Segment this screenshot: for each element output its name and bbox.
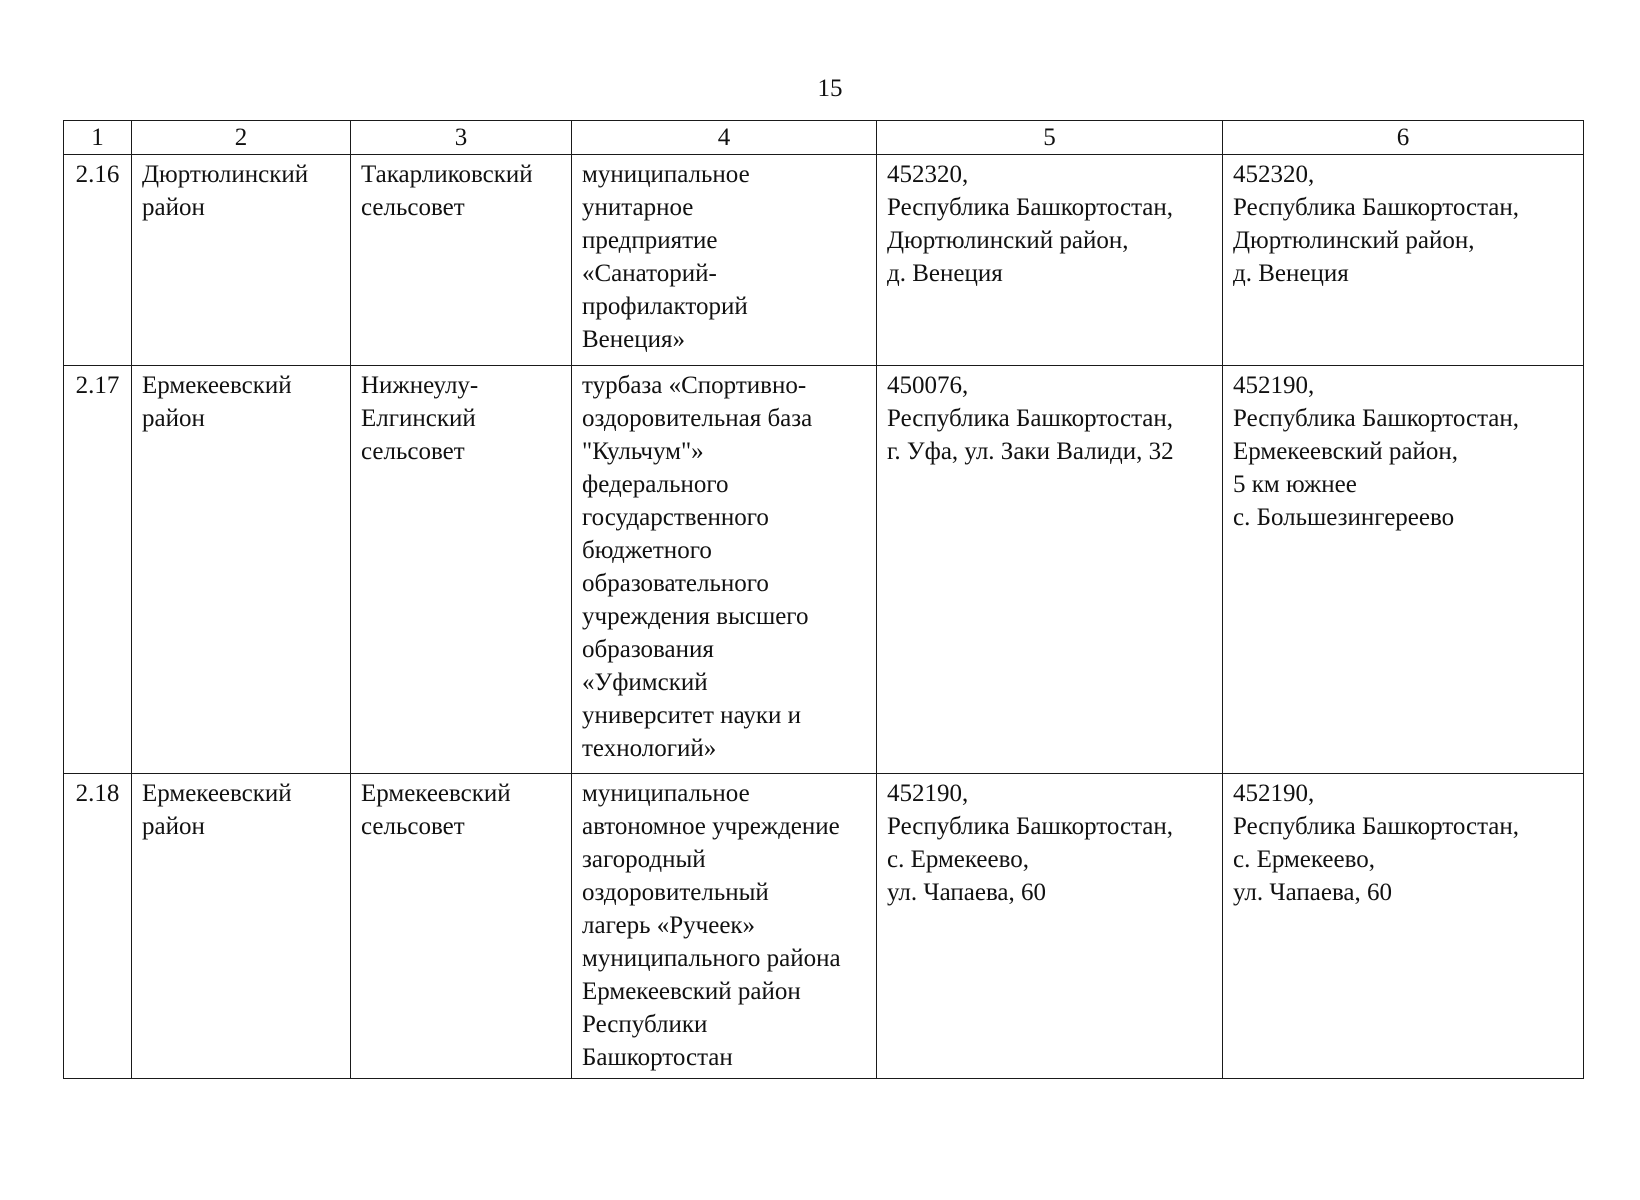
actual-address-cell: 452320, Республика Башкортостан, Дюртюлинский район, д. Венеция bbox=[1223, 155, 1584, 366]
column-header: 6 bbox=[1223, 121, 1584, 155]
actual-address-cell: 452190, Республика Башкортостан, с. Ермекеево, ул. Чапаева, 60 bbox=[1223, 774, 1584, 1079]
table-header-row bbox=[64, 121, 1584, 155]
table-row bbox=[64, 366, 1584, 774]
column-header: 1 bbox=[64, 121, 132, 155]
column-header: 5 bbox=[877, 121, 1223, 155]
row-number-cell: 2.16 bbox=[64, 155, 132, 366]
actual-address-cell: 452190, Республика Башкортостан, Ермекеевский район, 5 км южнее с. Большезингереево bbox=[1223, 366, 1584, 774]
district-cell: Ермекеевский район bbox=[132, 774, 351, 1079]
organization-cell: турбаза «Спортивно- оздоровительная база "Кульчум"» федерального государственного бюджетного образовательного учреждения высшего образования «Уфимский университет науки и технологий» bbox=[572, 366, 877, 774]
organization-cell: муниципальное автономное учреждение загородный оздоровительный лагерь «Ручеек» муниципального района Ермекеевский район Республики Башкортостан bbox=[572, 774, 877, 1079]
column-header: 4 bbox=[572, 121, 877, 155]
organization-cell: муниципальное унитарное предприятие «Санаторий- профилакторий Венеция» bbox=[572, 155, 877, 366]
council-cell: Ермекеевский сельсовет bbox=[351, 774, 572, 1079]
table-row bbox=[64, 155, 1584, 366]
council-cell: Нижнеулу- Елгинский сельсовет bbox=[351, 366, 572, 774]
row-number-cell: 2.18 bbox=[64, 774, 132, 1079]
legal-address-cell: 450076, Республика Башкортостан, г. Уфа, ул. Заки Валиди, 32 bbox=[877, 366, 1223, 774]
council-cell: Такарликовский сельсовет bbox=[351, 155, 572, 366]
row-number-cell: 2.17 bbox=[64, 366, 132, 774]
legal-address-cell: 452190, Республика Башкортостан, с. Ермекеево, ул. Чапаева, 60 bbox=[877, 774, 1223, 1079]
district-cell: Ермекеевский район bbox=[132, 366, 351, 774]
column-header: 3 bbox=[351, 121, 572, 155]
institutions-table bbox=[63, 120, 1584, 1079]
column-header: 2 bbox=[132, 121, 351, 155]
district-cell: Дюртюлинский район bbox=[132, 155, 351, 366]
page-number: 15 bbox=[817, 75, 843, 102]
legal-address-cell: 452320, Республика Башкортостан, Дюртюлинский район, д. Венеция bbox=[877, 155, 1223, 366]
table-row bbox=[64, 774, 1584, 1079]
